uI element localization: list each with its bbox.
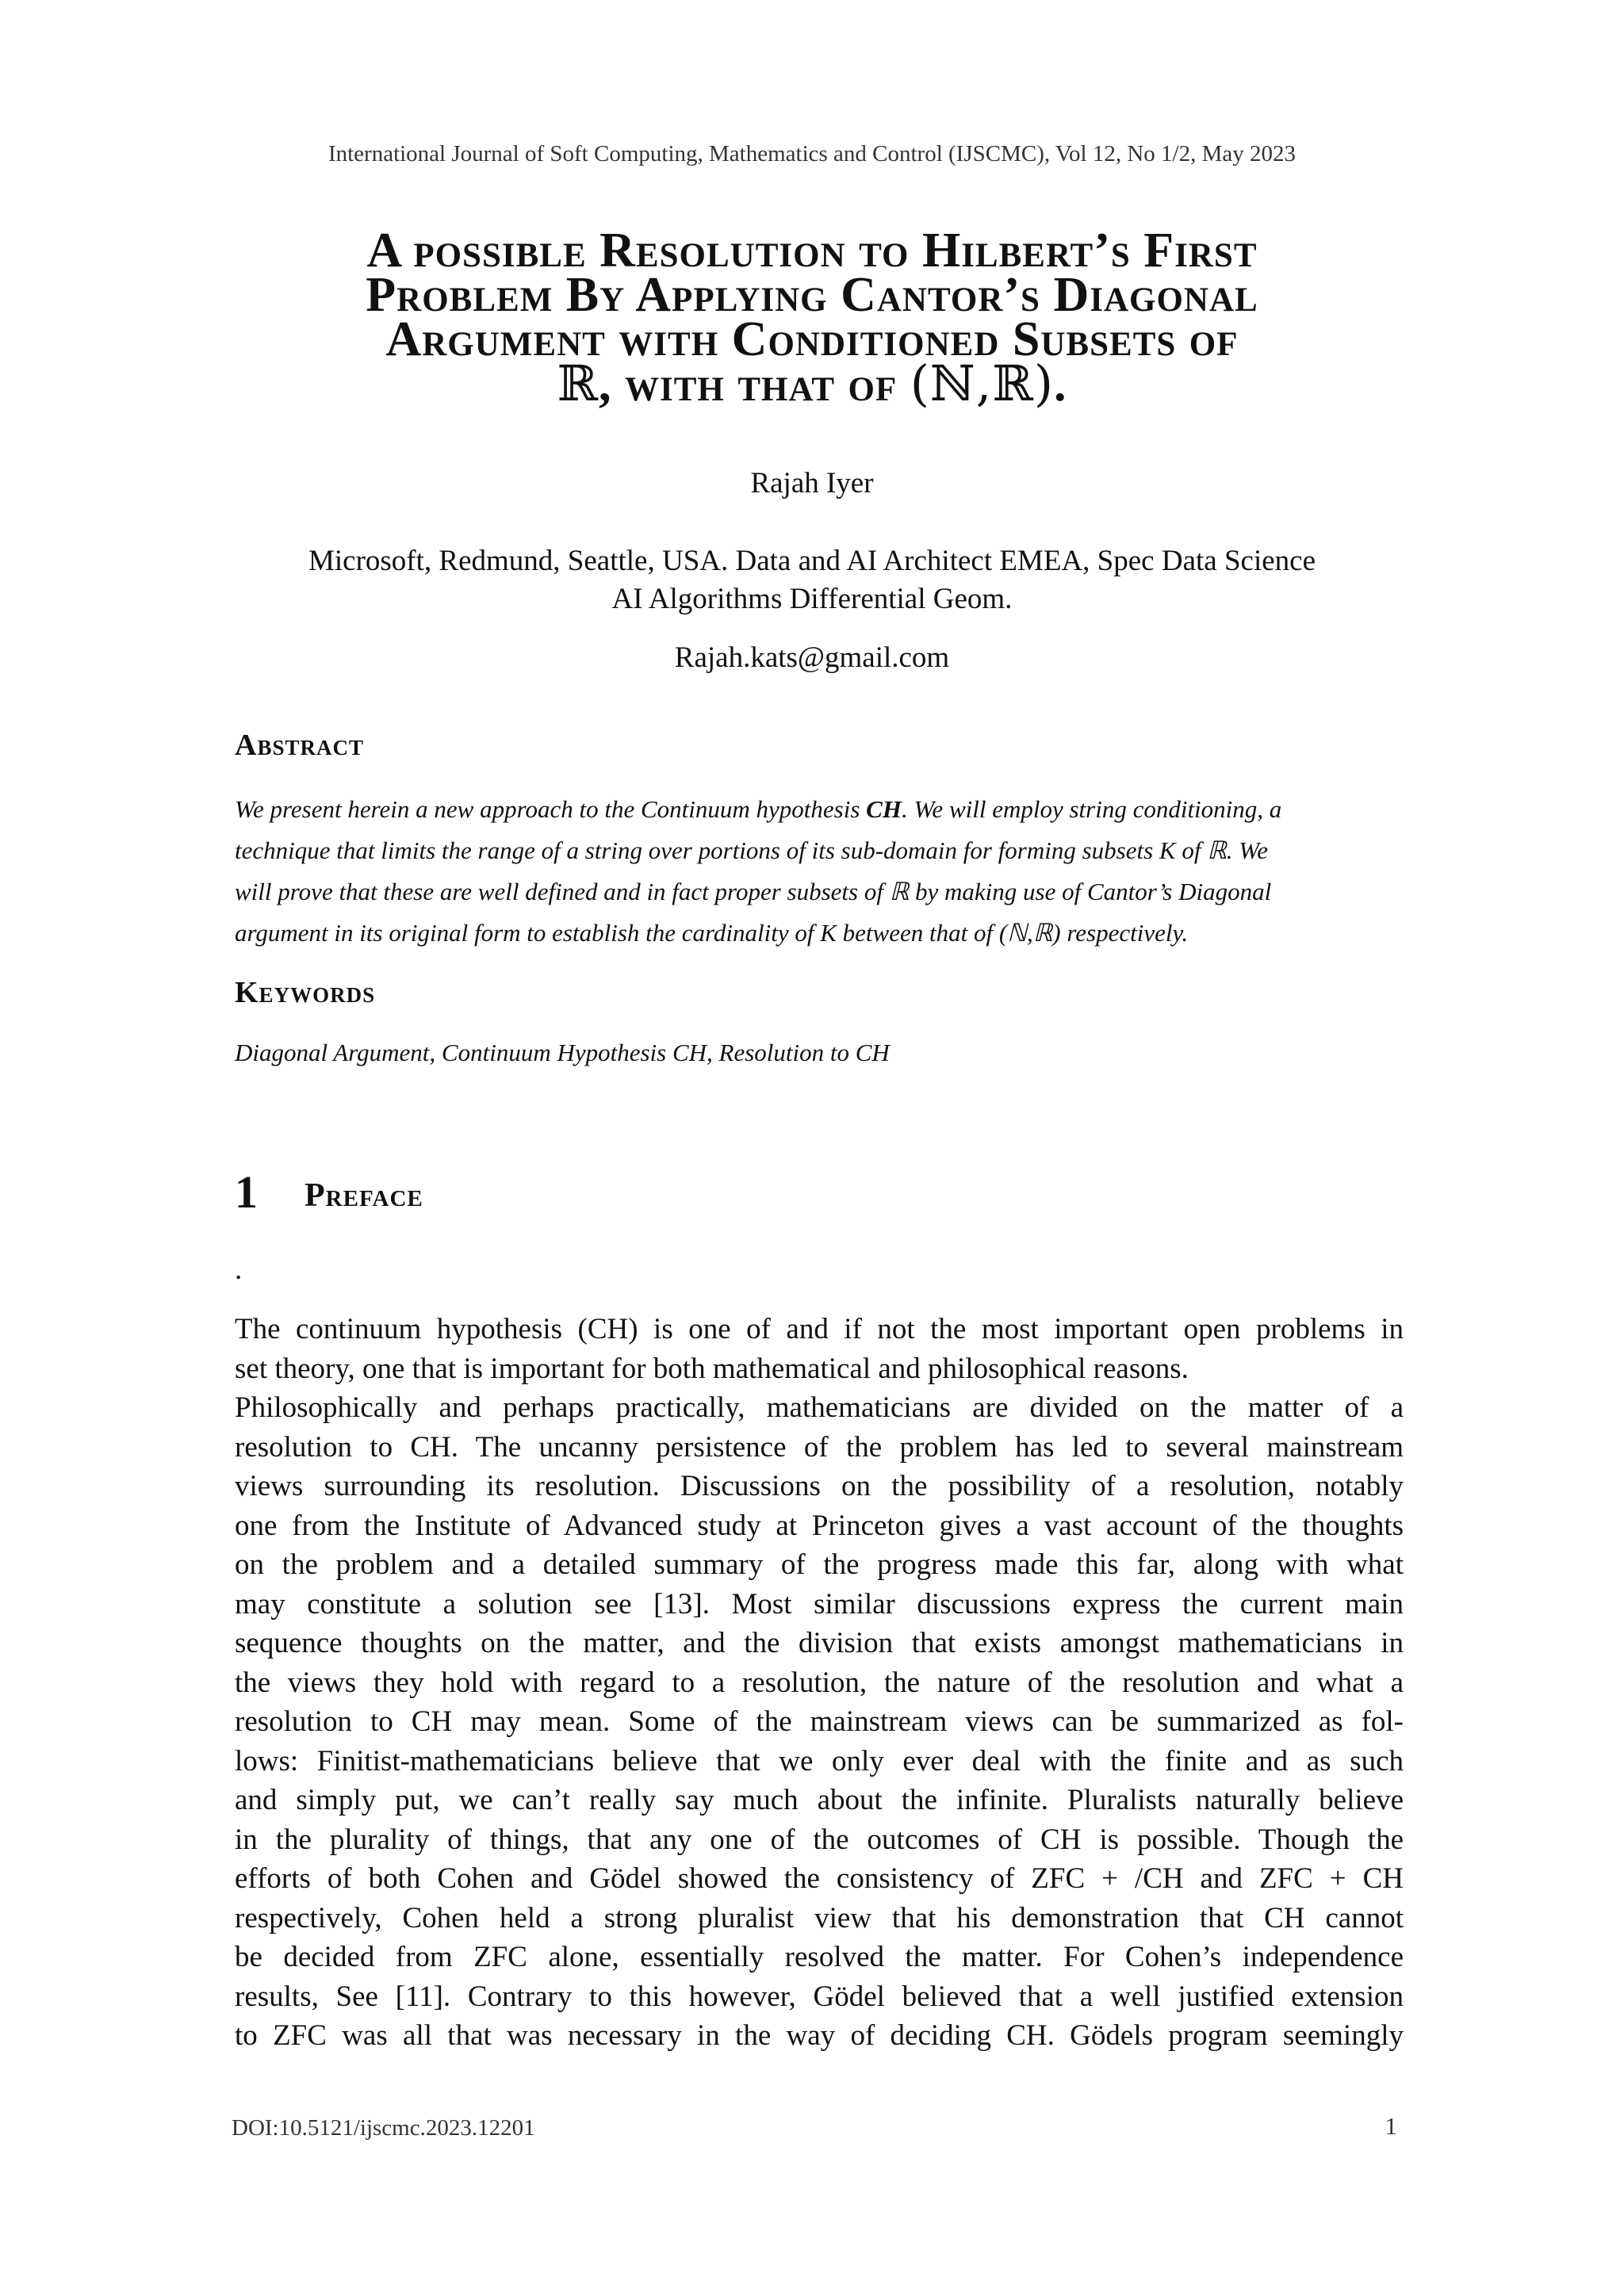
abstract-ch-bold: CH: [866, 795, 902, 823]
body-line: may constitute a solution see [13]. Most similar discussions express the current main: [235, 1587, 1404, 1621]
title-line-2: Problem By Applying Cantor’s Diagonal: [366, 268, 1258, 322]
body-line: on the problem and a detailed summary of the progress made this far, along with what: [235, 1548, 1404, 1581]
body-line: sequence thoughts on the matter, and the division that exists amongst mathematicians in: [235, 1627, 1404, 1659]
title-line-3: Argument with Conditioned Subsets of: [385, 312, 1239, 366]
body-line: results, See [11]. Contrary to this however, Gödel believed that a well justified extension: [235, 1980, 1404, 2013]
running-header: International Journal of Soft Computing, Mathematics and Control (IJSCMC), Vol 12, No 1/2, May 2023: [327, 141, 1297, 166]
title-math-pair: (ℕ,ℝ): [910, 354, 1055, 412]
abstract-line-1: [235, 789, 1392, 830]
page-number: 1: [1385, 2112, 1397, 2140]
abstract-line-3: will prove that these are well defined and in fact proper subsets of ℝ by making use of Cantor’s Diagonal: [235, 878, 1272, 905]
body-line: The continuum hypothesis (CH) is one of and if not the most important open problems in: [235, 1313, 1404, 1345]
abstract-line-4: argument in its original form to establish the cardinality of K between that of (ℕ,ℝ) respectively.: [235, 919, 1189, 947]
title-line-4: [159, 354, 1465, 412]
body-line: the views they hold with regard to a resolution, the nature of the resolution and what a: [235, 1666, 1404, 1699]
title-math-r: ℝ: [557, 354, 599, 412]
paper-title: [159, 224, 1465, 412]
body-line: resolution to CH may mean. Some of the mainstream views can be summarized as fol-: [235, 1705, 1404, 1738]
author-affiliation: [206, 542, 1418, 618]
body-line: respectively, Cohen held a strong pluralist view that his demonstration that CH cannot: [235, 1901, 1404, 1934]
title-line4-text: , with that of: [598, 358, 910, 411]
body-line: and simply put, we can’t really say much about the infinite. Pluralists naturally believe: [235, 1784, 1404, 1816]
body-line: set theory, one that is important for both mathematical and philosophical reasons.: [235, 1352, 1189, 1385]
abstract-line1-post: . We will employ string conditioning, a: [901, 795, 1282, 823]
footer-doi: DOI:10.5121/ijscmc.2023.12201: [232, 2115, 535, 2141]
title-line-1: A possible Resolution to Hilbert’s First: [366, 224, 1258, 277]
body-line: Philosophically and perhaps practically, mathematicians are divided on the matter of a: [235, 1391, 1404, 1424]
abstract-body: [235, 789, 1392, 954]
abstract-line-2: technique that limits the range of a string over portions of its sub-domain for forming subsets K of ℝ. We: [235, 836, 1269, 864]
affiliation-line-1: Microsoft, Redmund, Seattle, USA. Data and AI Architect EMEA, Spec Data Science: [308, 545, 1316, 577]
body-line: be decided from ZFC alone, essentially resolved the matter. For Cohen’s independence: [235, 1941, 1404, 1973]
section-number: 1: [235, 1166, 258, 1218]
keywords-text: Diagonal Argument, Continuum Hypothesis CH, Resolution to CH: [235, 1039, 890, 1066]
author-name: Rajah Iyer: [750, 467, 874, 499]
body-line: in the plurality of things, that any one of the outcomes of CH is possible. Though the: [235, 1823, 1404, 1856]
keywords-heading: Keywords: [235, 976, 376, 1009]
body-line: to ZFC was all that was necessary in the way of deciding CH. Gödels program seemingly: [235, 2019, 1404, 2052]
section-dot: .: [235, 1253, 243, 1286]
body-line: resolution to CH. The uncanny persistence of the problem has led to several mainstream: [235, 1430, 1404, 1464]
author-email: Rajah.kats@gmail.com: [674, 641, 950, 674]
section-title: Preface: [304, 1177, 423, 1214]
body-line: one from the Institute of Advanced study at Princeton gives a vast account of the thoughts: [235, 1509, 1404, 1542]
affiliation-line-2: AI Algorithms Differential Geom.: [611, 583, 1013, 615]
abstract-heading: Abstract: [235, 729, 364, 762]
title-line4-end: .: [1054, 358, 1067, 411]
body-line: efforts of both Cohen and Gödel showed the consistency of ZFC + /CH and ZFC + CH: [235, 1862, 1404, 1895]
body-line: views surrounding its resolution. Discussions on the possibility of a resolution, notably: [235, 1470, 1404, 1502]
preface-body: [235, 1310, 1404, 2056]
body-line: lows: Finitist-mathematicians believe that we only ever deal with the finite and as such: [235, 1744, 1404, 1777]
abstract-line1-pre: We present herein a new approach to the Continuum hypothesis: [235, 795, 867, 823]
